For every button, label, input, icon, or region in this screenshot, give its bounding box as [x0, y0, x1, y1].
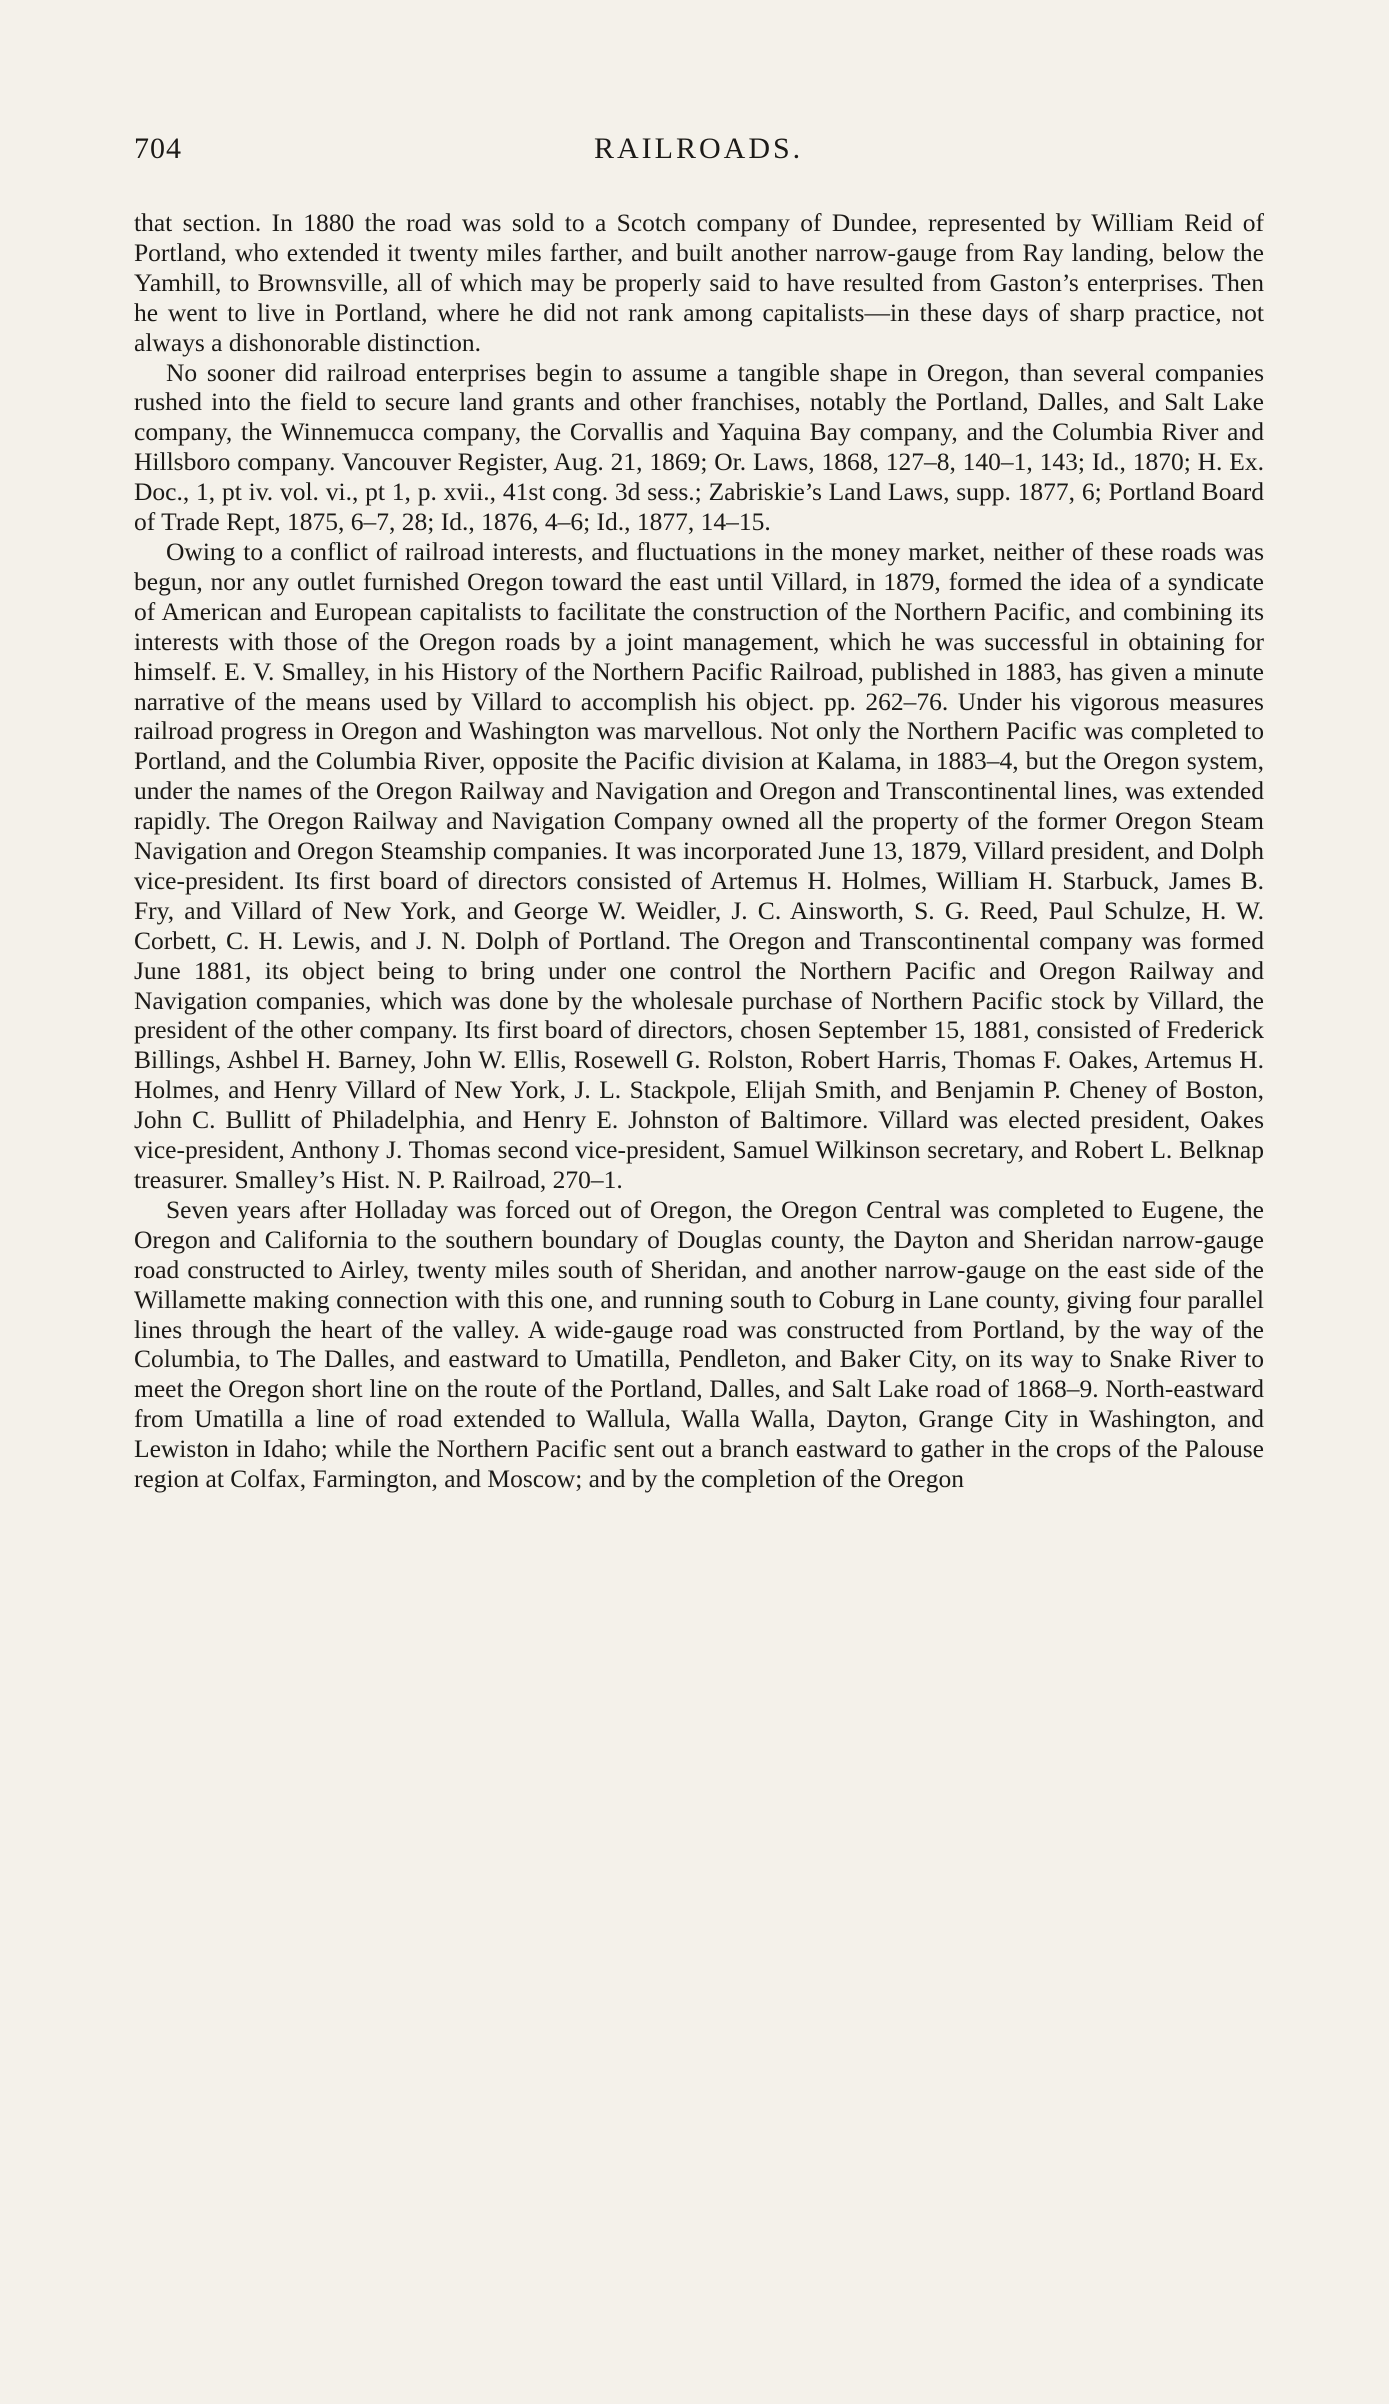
running-title: RAILROADS.: [594, 132, 804, 165]
paragraph-2: No sooner did railroad enterprises begin to assume a tangible shape in Oregon, than several companies rushed into the field to secure land grants and other franchises, notably the Portland, Dalles, and Salt Lake company, the Winnemucca company, the Corvallis and Yaquina Bay company, and the Columbia River and Hillsboro company. Vancouver Register, Aug. 21, 1869; Or. Laws, 1868, 127–8, 140–1, 143; Id., 1870; H. Ex. Doc., 1, pt iv. vol. vi., pt 1, p. xvii., 41st cong. 3d sess.; Zabriskie’s Land Laws, supp. 1877, 6; Portland Board of Trade Rept, 1875, 6–7, 28; Id., 1876, 4–6; Id., 1877, 14–15.: [134, 357, 1264, 537]
page-number: 704: [134, 132, 182, 165]
paragraph-1: that section. In 1880 the road was sold to a Scotch company of Dundee, represented by William Reid of Portland, who extended it twenty miles farther, and built another narrow-gauge from Ray landing, below the Yamhill, to Brownsville, all of which may be properly said to have resulted from Gaston’s enterprises. Then he went to live in Portland, where he did not rank among capitalists—in these days of sharp practice, not always a dishonorable distinction.: [134, 208, 1264, 357]
paragraph-4: Seven years after Holladay was forced out of Oregon, the Oregon Central was completed to Eugene, the Oregon and California to the southern boundary of Douglas county, the Dayton and Sheridan narrow-gauge road constructed to Airley, twenty miles south of Sheridan, and another narrow-gauge on the east side of the Willamette making connection with this one, and running south to Coburg in Lane county, giving four parallel lines through the heart of the valley. A wide-gauge road was constructed from Portland, by the way of the Columbia, to The Dalles, and eastward to Umatilla, Pendleton, and Baker City, on its way to Snake River to meet the Oregon short line on the route of the Portland, Dalles, and Salt Lake road of 1868–9. North-eastward from Umatilla a line of road extended to Wallula, Walla Walla, Dayton, Grange City in Washington, and Lewiston in Idaho; while the Northern Pacific sent out a branch eastward to gather in the crops of the Palouse region at Colfax, Farmington, and Moscow; and by the completion of the Oregon: [134, 1194, 1264, 1494]
paragraph-3: Owing to a conflict of railroad interests, and fluctuations in the money market, neither of these roads was begun, nor any outlet furnished Oregon toward the east until Villard, in 1879, formed the idea of a syndicate of American and European capitalists to facilitate the construction of the Northern Pacific, and combining its interests with those of the Oregon roads by a joint management, which he was successful in obtaining for himself. E. V. Smalley, in his History of the Northern Pacific Railroad, published in 1883, has given a minute narrative of the means used by Villard to accomplish his object. pp. 262–76. Under his vigorous measures railroad progress in Oregon and Washington was marvellous. Not only the Northern Pacific was completed to Portland, and the Columbia River, opposite the Pacific division at Kalama, in 1883–4, but the Oregon system, under the names of the Oregon Railway and Navigation and Oregon and Transcontinental lines, was extended rapidly. The Oregon Railway and Navigation Company owned all the property of the former Oregon Steam Navigation and Oregon Steamship companies. It was incorporated June 13, 1879, Villard president, and Dolph vice-president. Its first board of directors consisted of Artemus H. Holmes, William H. Starbuck, James B. Fry, and Villard of New York, and George W. Weidler, J. C. Ainsworth, S. G. Reed, Paul Schulze, H. W. Corbett, C. H. Lewis, and J. N. Dolph of Portland. The Oregon and Transcontinental company was formed June 1881, its object being to bring under one control the Northern Pacific and Oregon Railway and Navigation companies, which was done by the wholesale purchase of Northern Pacific stock by Villard, the president of the other company. Its first board of directors, chosen September 15, 1881, consisted of Frederick Billings, Ashbel H. Barney, John W. Ellis, Rosewell G. Rolston, Robert Harris, Thomas F. Oakes, Artemus H. Holmes, and Henry Villard of New York, J. L. Stackpole, Elijah Smith, and Benjamin P. Cheney of Boston, John C. Bullitt of Philadelphia, and Henry E. Johnston of Baltimore. Villard was elected president, Oakes vice-president, Anthony J. Thomas second vice-president, Samuel Wilkinson secretary, and Robert L. Belknap treasurer. Smalley’s Hist. N. P. Railroad, 270–1.: [134, 536, 1264, 1194]
page-header: [134, 132, 1264, 172]
body-text: [134, 208, 1264, 1494]
